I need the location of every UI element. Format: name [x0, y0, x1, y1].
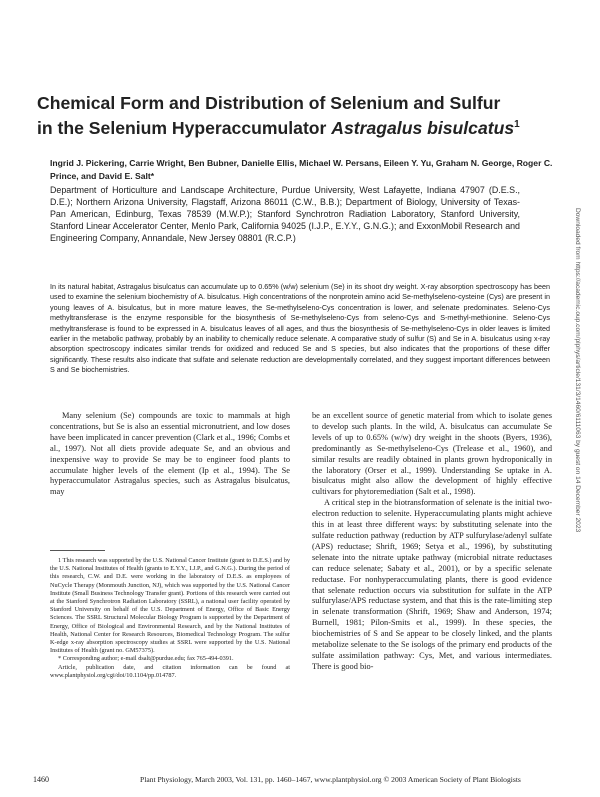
affiliations: Department of Horticulture and Landscape Architecture, Purdue University, West Lafayette, Indiana 47907 (D.E.S., D.E.); Northern Arizona University, Flagstaff, Arizona 86011 (C.W., B.B.); Department of Biology, University of Texas-Pan American, Edinburg, Texas 78539 (M.W.P.); Stanford Synchrotron Radiation Laboratory, Stanford University, Stanford Linear Accelerator Center, Menlo Park, California 94025 (I.J.P., E.Y.Y., G.N.G.); and ExxonMobil Research and Engineering Company, Annandale, New Jersey 08801 (R.C.P.): [50, 185, 520, 243]
corresponding-author-footnote: * Corresponding author; e-mail dsalt@purdue.edu; fax 765-494-0391.: [58, 655, 234, 663]
title-line-1: Chemical Form and Distribution of Selenium and Sulfur: [37, 93, 501, 113]
article-title: [37, 92, 557, 139]
body-right-column: [312, 411, 552, 673]
page-number: 1460: [33, 775, 49, 784]
body-paragraph-1: Many selenium (Se) compounds are toxic to mammals at high concentrations, but Se is also an essential micronutrient, and low doses have been implicated in cancer prevention (Clark et al., 1996; Combs et al., 1997). Not all diets provide adequate Se, and an obvious and inexpensive way to provide Se may be to engineer food plants to accumulate higher levels of the element (Ip et al., 1994). The Se hyperaccumulator Astragalus species, such as Astragalus bisulcatus, may: [50, 411, 290, 497]
footnote-divider: [50, 550, 105, 551]
footnotes: [50, 557, 290, 680]
funding-footnote: 1 This research was supported by the U.S. National Cancer Institute (grant to D.E.S.) and by the U.S. National Institutes of Health (grants to E.Y.Y., I.J.P., and G.N.G.). During the period of this research, C.W. and D.E. were working in the laboratory of D.E.S. as employees of NuCycle Therapy (Monmouth Junction, NJ), which was supported by the U.S. National Cancer Institute (Small Business Technology Transfer grant). Portions of this research were carried out at the Stanford Synchrotron Radiation Laboratory (SSRL), a national user facility operated by Stanford University on behalf of the U.S. Department of Energy, Office of Basic Energy Sciences. The SSRL Structural Molecular Biology Program is supported by the Department of Energy, Office of Biological and Environmental Research, and by the National Institutes of Health, National Center for Research Resources, Biomedical Technology Program. The sulfur K-edge x-ray absorption spectroscopy studies at SSRL were supported by the U.S. National Institutes of Health (grant no. GM57375).: [50, 557, 290, 655]
title-line-2-text: in the Selenium Hyperaccumulator: [37, 117, 332, 138]
download-watermark: [571, 208, 583, 628]
body-paragraph-2: be an excellent source of genetic material from which to isolate genes to develop such plants. In the wild, A. bisulcatus can accumulate Se levels of up to 0.65% (w/w) dry weight in the shoots (Byers, 1936), predominantly as Se-methylseleno-Cys (Trelease et al., 1960), and similar results are readily obtained in plants grown hydroponically in the laboratory (Orser et al., 1999). Understanding Se uptake in A. bisulcatus might also allow the development of highly effective cultivars for phytoremediation (Salt et al., 1998).: [312, 411, 552, 497]
title-footnote-mark: 1: [514, 119, 520, 130]
journal-footer: Plant Physiology, March 2003, Vol. 131, pp. 1460–1467, www.plantphysiol.org © 2003 American Society of Plant Biologists: [140, 775, 521, 784]
title-species: Astragalus bisulcatus: [331, 117, 515, 138]
citation-footnote: Article, publication date, and citation information can be found at www.plantphysiol.org/cgi/doi/10.1104/pp.014787.: [50, 663, 290, 679]
abstract: In its natural habitat, Astragalus bisulcatus can accumulate up to 0.65% (w/w) selenium (Se) in its shoot dry weight. X-ray absorption spectroscopy has been used to examine the selenium biochemistry of A. bisulcatus. High concentrations of the nonprotein amino acid Se-methylseleno-cysteine (Cys) are present in young leaves of A. bisulcatus, but in more mature leaves, the Se-methylseleno-Cys concentration is lower, and selenate predominates. Seleno-Cys methyltransferase is the enzyme responsible for the biosynthesis of Se-methylseleno-Cys from seleno-Cys and S-methyl-methionine. Seleno-Cys methyltransferase is found to be expressed in A. bisulcatus leaves of all ages, and thus the biosynthesis of Se-methylseleno-Cys in older leaves is limited earlier in the metabolic pathway, probably by an inability to chemically reduce selenate. A comparative study of sulfur (S) and Se in A. bisulcatus using x-ray absorption spectroscopy indicates similar trends for oxidized and reduced Se and S species, but also indicates that the proportions of these differ significantly. These results also indicate that sulfate and selenate reduction are developmentally correlated, and they suggest important differences between S and Se biochemistries.: [50, 282, 550, 375]
download-watermark-text: Downloaded from https://academic.oup.com/plphys/article/131/3/1460/6111063 by guest on 14 December 2023: [574, 208, 581, 533]
author-list: Ingrid J. Pickering, Carrie Wright, Ben Bubner, Danielle Ellis, Michael W. Persans, Eileen Y. Yu, Graham N. George, Roger C. Prince, and David E. Salt*: [50, 158, 553, 181]
body-paragraph-3: A critical step in the biotransformation of selenate is the initial two-electron reduction to selenite. Hyperaccumulating plants might achieve this in at least three different ways: by substituting selenate into the sulfate reduction pathway (reduction by ATP sulfurylase/adenyl sulfate (APS) reductase; Shrift, 1969; Setya et al., 1996), by substituting selenate into the nitrate uptake pathway (microbial nitrate reductases can reduce selenate; Sabaty et al., 2001), or by a specific selenate reductase. For nonhyperaccumulating plants, there is good evidence that selenate reduction occurs via substitution for sulfate in the ATP sulfurylase/APS reductase system, and that this is the rate-limiting step in selenate transformation (Shrift, 1969; Shaw and Anderson, 1974; Burnell, 1981; Pilon-Smits et al., 1999). In these species, the biochemistries of S and Se appear to be closely linked, and the plants metabolize selenate to the Se isologs of the primary end products of the sulfate assimilation pathway: Cys, Met, and various intermediates. There is good bio-: [312, 498, 552, 671]
title-line-2: [37, 114, 557, 139]
body-left-column: [50, 411, 290, 498]
